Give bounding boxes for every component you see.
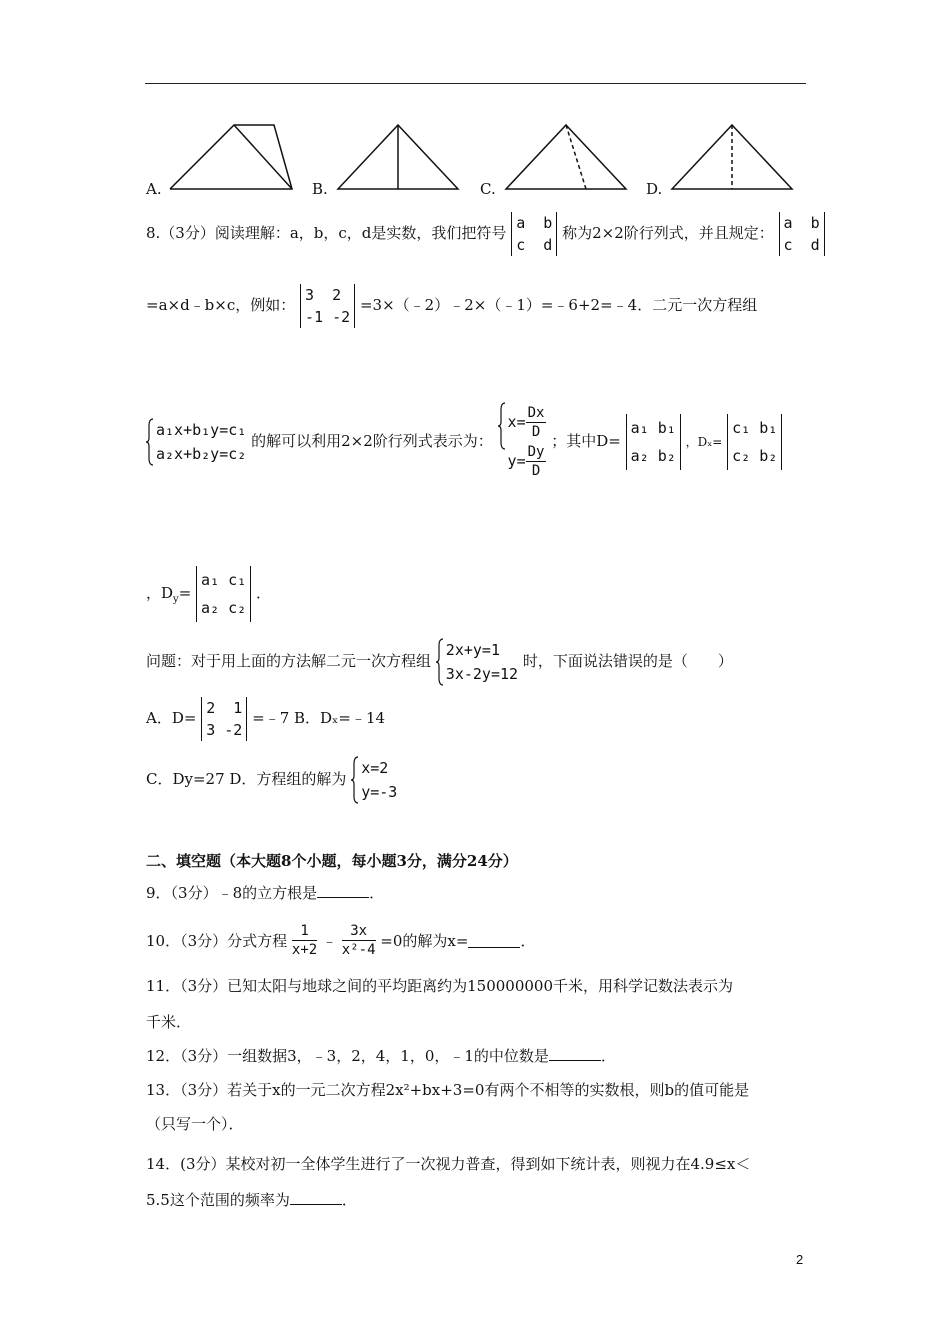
figure-b [336, 122, 460, 192]
header-rule [145, 83, 806, 84]
det-Dy: a₁ c₁ a₂ c₂ [196, 566, 251, 622]
q8-dy-line: ，$D_y=$ a₁ c₁ a₂ c₂ ． [146, 566, 271, 622]
q8-line1: 8.（3分）阅读理解：a，b，c，d是实数，我们把符号 a b c d 称为2×2阶行列式，并且规定： a b c d [146, 212, 825, 256]
q8-options-cd: C．Dy=27 D．方程组的解为 x=2 y=-3 [146, 756, 397, 804]
option-a-label: A. [146, 180, 162, 198]
option-c-label: C. [480, 180, 496, 198]
q8-question: 问题：对于用上面的方法解二元一次方程组 2x+y=1 3x-2y=12 时，下面说法错误的是（ ） [146, 638, 733, 686]
page-number: 2 [796, 1252, 804, 1267]
det-Dx: c₁ b₁ c₂ b₂ [727, 414, 782, 470]
det-abcd: a b c d [511, 212, 557, 256]
q9: 9．（3分）﹣8的立方根是 ． [146, 884, 385, 902]
figure-d [670, 122, 794, 192]
q8-line3: a₁x+b₁y=c₁ a₂x+b₂y=c₂ 的解可以利用2×2阶行列式表示为： x= $\frac{Dx}{D}$ y= $\frac{Dy}{D}$ ；其中D= a₁ b₁ a₂ b₂ ，Dₓ= c₁ b₁ c₂ b₂ [146, 402, 782, 482]
det-abcd-def: a b c d [779, 212, 825, 256]
figure-a [168, 122, 298, 192]
q11-line2: 千米． [146, 1013, 192, 1031]
q13-line1: 13．（3分）若关于x的一元二次方程2x²+bx+3=0有两个不相等的实数根，则b的值可能是 [146, 1081, 750, 1099]
option-d-label: D. [646, 180, 663, 198]
q8-line2: =a×d﹣b×c，例如： 3 2 -1 -2 =3×（﹣2）﹣2×（﹣1）=﹣6+2=﹣4．二元一次方程组 [146, 286, 758, 326]
det-D: a₁ b₁ a₂ b₂ [626, 414, 681, 470]
option-b-label: B. [312, 180, 328, 198]
q8-options-ab: A．D= 2 1 3 -2 =﹣7 B．Dₓ=﹣14 [146, 699, 386, 739]
question-system: 2x+y=1 3x-2y=12 [436, 638, 518, 686]
q14-line2: 5.5这个范围的频率为 ． [146, 1191, 357, 1209]
q10: 10．（3分）分式方程 $\frac{1}{x+2}$ ﹣ $\frac{3x}{\text{x²-4}}$ =0的解为x= ． [146, 923, 536, 958]
q11-line1: 11．（3分）已知太阳与地球之间的平均距离约为150000000千米，用科学记数法表示为 [146, 977, 734, 995]
q14-line1: 14．(3分）某校对初一全体学生进行了一次视力普查，得到如下统计表，则视力在4.9≤x＜ [146, 1155, 751, 1173]
q12: 12．（3分）一组数据3，﹣3，2，4，1，0，﹣1的中位数是 ． [146, 1047, 616, 1065]
figure-c [504, 122, 628, 192]
equation-system: a₁x+b₁y=c₁ a₂x+b₂y=c₂ [146, 418, 246, 466]
optD-system: x=2 y=-3 [351, 756, 397, 804]
q13-line2: （只写一个）． [146, 1115, 244, 1133]
section2-title: 二、填空题（本大题8个小题，每小题3分，满分24分） [146, 852, 518, 870]
solution-system: x= $\frac{Dx}{D}$ y= $\frac{Dy}{D}$ [498, 402, 547, 482]
det-example: 3 2 -1 -2 [300, 284, 355, 328]
det-optA: 2 1 3 -2 [201, 697, 247, 741]
